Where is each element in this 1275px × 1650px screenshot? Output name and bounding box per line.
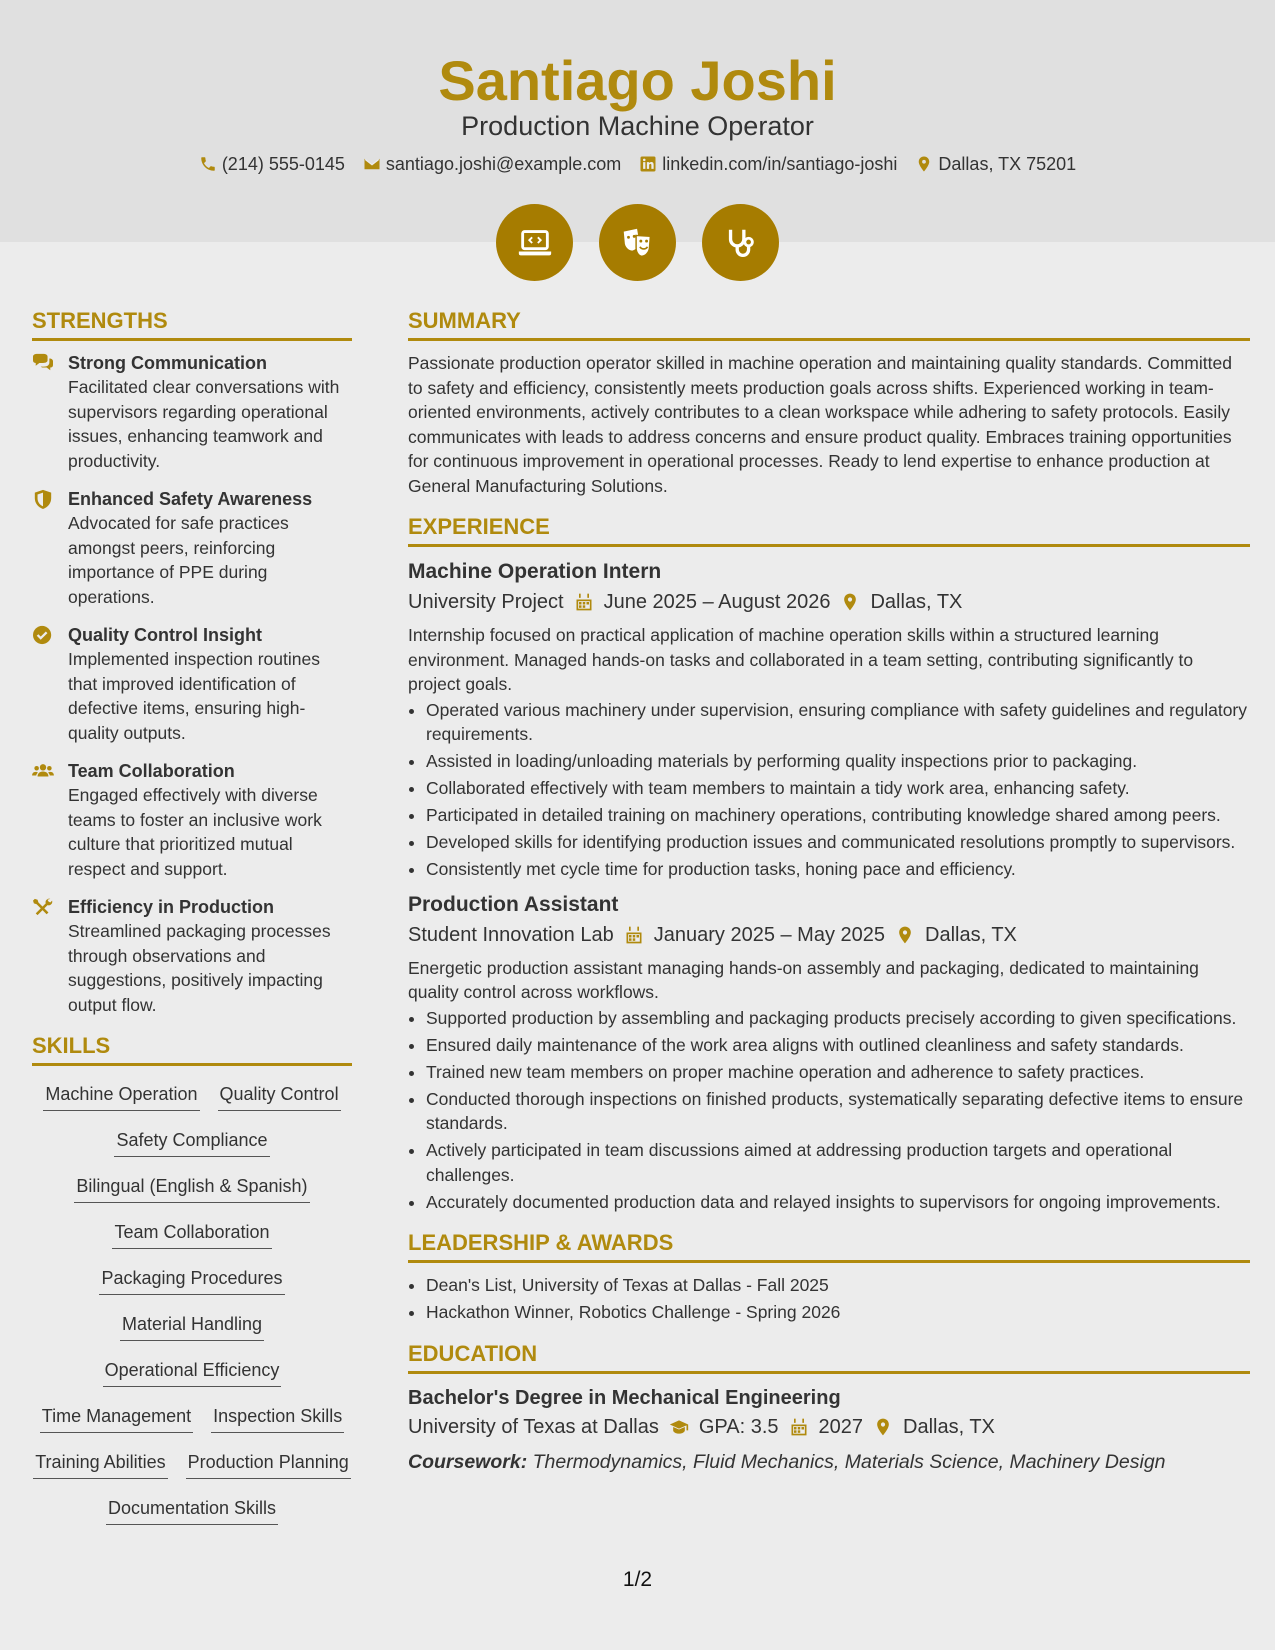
skill-tag: Time Management — [40, 1404, 193, 1433]
experience-entry — [408, 557, 1250, 882]
check-circle-icon — [32, 625, 54, 645]
map-marker-icon — [895, 925, 915, 945]
education-meta: University of Texas at Dallas GPA: 3.5 2027 Dallas, TX — [408, 1415, 995, 1438]
laptop-code-icon — [516, 224, 554, 262]
degree-title: Bachelor's Degree in Mechanical Engineering — [408, 1386, 841, 1409]
skills-list — [32, 1076, 352, 1548]
skill-tag: Documentation Skills — [106, 1496, 278, 1525]
skill-tag: Production Planning — [186, 1450, 351, 1479]
list-item: • Hackathon Winner, Robotics Challenge - Spring 2026 — [426, 1300, 1250, 1325]
skill-tag: Operational Efficiency — [103, 1358, 282, 1387]
job-meta: Student Innovation Lab January 2025 – May 2025 Dallas, TX — [408, 923, 1017, 946]
list-item: • Conducted thorough inspections on finished products, systematically separating defective items to ensure standards. — [426, 1087, 1250, 1136]
skill-tag: Machine Operation — [43, 1082, 199, 1111]
job-title-heading: Production Machine Operator — [461, 111, 814, 141]
job-title: Machine Operation Intern — [408, 560, 662, 583]
calendar-icon — [789, 1417, 809, 1437]
contact-linkedin[interactable]: linkedin.com/in/santiago-joshi — [639, 152, 897, 176]
map-marker-icon — [840, 592, 860, 612]
job-title: Production Assistant — [408, 892, 619, 916]
job-meta: University Project June 2025 – August 2026 Dallas, TX — [408, 591, 963, 613]
list-item: • Consistently met cycle time for production tasks, honing pace and efficiency. — [426, 857, 1250, 882]
experience-heading: EXPERIENCE — [408, 512, 1250, 547]
contact-location: Dallas, TX 75201 — [915, 152, 1076, 176]
list-item: • Collaborated effectively with team members to maintain a tidy work area, enhancing safety. — [426, 776, 1250, 801]
coursework-list: Thermodynamics, Fluid Mechanics, Materials Science, Machinery Design — [532, 1450, 1166, 1473]
users-icon — [32, 761, 54, 781]
map-marker-icon — [915, 155, 933, 173]
skill-tag: Packaging Procedures — [99, 1266, 284, 1295]
list-item: • Supported production by assembling and packaging products precisely according to given specifications. — [426, 1006, 1250, 1031]
tools-icon — [32, 897, 54, 917]
linkedin-icon — [639, 155, 657, 173]
laptop-code-badge — [496, 204, 573, 281]
contact-email[interactable]: santiago.joshi@example.com — [363, 152, 621, 176]
comments-icon — [32, 353, 54, 373]
list-item: • Operated various machinery under supervision, ensuring compliance with safety guidelines and regulatory requirements. — [426, 698, 1250, 747]
leadership-heading: LEADERSHIP & AWARDS — [408, 1228, 1250, 1263]
skill-tag: Safety Compliance — [114, 1128, 269, 1157]
job-bullets — [408, 698, 1250, 882]
strength-item: Quality Control Insight Implemented inspection routines that improved identification of defective items, ensuring high-quality outputs. — [32, 623, 352, 745]
coursework — [408, 1448, 1250, 1476]
contact-bar — [0, 152, 1275, 176]
list-item: • Ensured daily maintenance of the work area aligns with outlined cleanliness and safety standards. — [426, 1033, 1250, 1058]
skill-tag: Material Handling — [120, 1312, 264, 1341]
list-item: • Accurately documented production data and relayed insights to supervisors for ongoing improvements. — [426, 1190, 1250, 1215]
strengths-heading: STRENGTHS — [32, 306, 352, 341]
list-item: • Dean's List, University of Texas at Dallas - Fall 2025 — [426, 1273, 1250, 1298]
graduation-cap-icon — [669, 1417, 689, 1437]
map-marker-icon — [873, 1417, 893, 1437]
list-item: • Assisted in loading/unloading materials by performing quality inspections prior to packaging. — [426, 749, 1250, 774]
job-description: Energetic production assistant managing hands-on assembly and packaging, dedicated to maintaining quality control across workflows. — [408, 957, 1199, 1002]
skill-tag: Quality Control — [218, 1082, 341, 1111]
phone-icon — [199, 155, 217, 173]
summary-heading: SUMMARY — [408, 306, 1250, 341]
interest-badges — [0, 204, 1275, 281]
skills-heading: SKILLS — [32, 1031, 352, 1066]
contact-phone[interactable]: (214) 555-0145 — [199, 152, 345, 176]
skill-tag: Bilingual (English & Spanish) — [74, 1174, 309, 1203]
shield-icon — [32, 489, 54, 509]
experience-entry — [408, 890, 1250, 1215]
skill-tag: Training Abilities — [33, 1450, 167, 1479]
theater-masks-badge — [599, 204, 676, 281]
calendar-icon — [574, 592, 594, 612]
job-description: Internship focused on practical application of machine operation skills within a structured learning environment. Managed hands-on tasks and collaborated in a team setting, contributing significantly to project goals. — [408, 625, 1194, 694]
strength-item: Efficiency in Production Streamlined packaging processes through observations and suggestions, positively impacting output flow. — [32, 895, 352, 1017]
left-column — [32, 306, 352, 1548]
education-heading: EDUCATION — [408, 1339, 1250, 1374]
list-item: • Participated in detailed training on machinery operations, contributing knowledge shared among peers. — [426, 803, 1250, 828]
strength-item: Enhanced Safety Awareness Advocated for safe practices amongst peers, reinforcing importance of PPE during operations. — [32, 487, 352, 609]
strength-item: Team Collaboration Engaged effectively with diverse teams to foster an inclusive work culture that prioritized mutual respect and support. — [32, 759, 352, 881]
right-column — [408, 306, 1250, 1476]
calendar-icon — [624, 925, 644, 945]
candidate-name: Santiago Joshi — [438, 49, 837, 112]
skill-tag: Team Collaboration — [112, 1220, 271, 1249]
page-number: 1/2 — [622, 1568, 653, 1591]
job-bullets — [408, 1006, 1250, 1215]
summary-text: Passionate production operator skilled in machine operation and maintaining quality standards. Committed to safety and efficiency, consistently meets production goals across shifts. Experienced working in team-oriented environments, actively contributes to a clean workspace while adhering to safety protocols. Easily communicates with leads to address concerns and ensure product quality. Embraces training opportunities for continuous improvement in operational processes. Ready to lend expertise to enhance production at General Manufacturing Solutions. — [408, 353, 1232, 496]
theater-masks-icon — [619, 224, 657, 262]
leadership-list — [408, 1273, 1250, 1325]
skill-tag: Inspection Skills — [211, 1404, 344, 1433]
list-item: • Trained new team members on proper machine operation and adherence to safety practices. — [426, 1060, 1250, 1085]
stethoscope-icon — [722, 224, 760, 262]
coursework-label: Coursework: — [408, 1450, 528, 1473]
list-item: • Actively participated in team discussions aimed at addressing production targets and operational challenges. — [426, 1138, 1250, 1187]
stethoscope-badge — [702, 204, 779, 281]
strength-item: Strong Communication Facilitated clear conversations with supervisors regarding operational issues, enhancing teamwork and productivity. — [32, 351, 352, 473]
list-item: • Developed skills for identifying production issues and communicated resolutions promptly to supervisors. — [426, 830, 1250, 855]
envelope-icon — [363, 155, 381, 173]
